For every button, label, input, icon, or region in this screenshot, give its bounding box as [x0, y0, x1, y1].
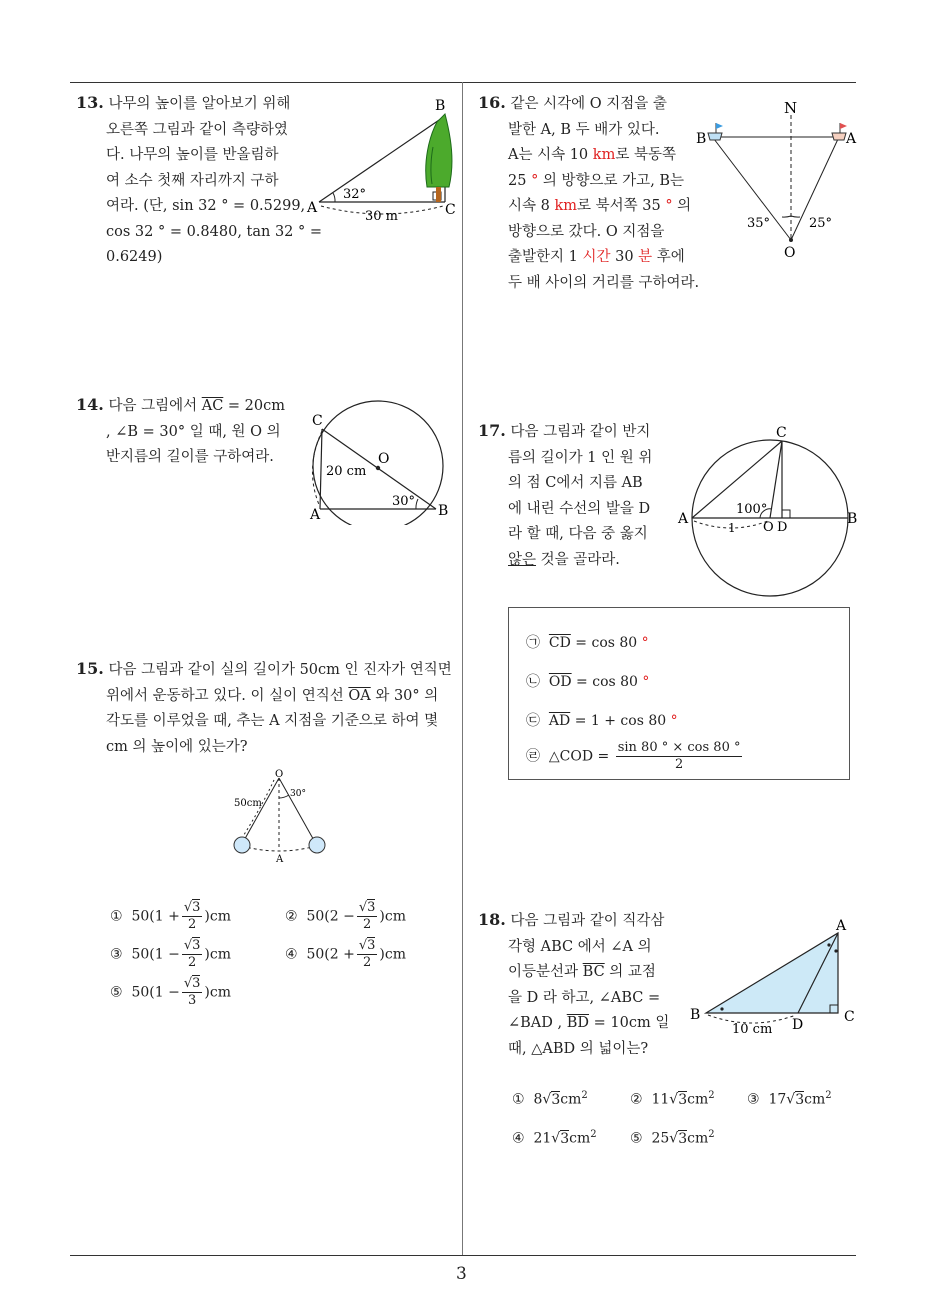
- option-mark: ⑤: [110, 984, 123, 1001]
- option-mark: ②: [285, 908, 298, 925]
- q14-text: 다음 그림에서: [108, 398, 202, 414]
- question-18: [478, 907, 688, 1062]
- q16-text: 의 방향으로 가고, B는: [538, 172, 685, 189]
- length-label: 10 cm: [732, 1022, 773, 1037]
- segment-AC: $\overline{AC}$: [201, 398, 224, 414]
- q17-text: 것을 골라라.: [536, 551, 620, 568]
- coefficient: 8: [533, 1091, 543, 1108]
- option-text: 50(2 +: [306, 946, 355, 963]
- q14-text: , ∠B = 30° 일 때, 원 O 의: [106, 423, 281, 440]
- pivot-O: O: [275, 769, 284, 780]
- question-number: 15.: [76, 659, 104, 678]
- choice-text: = cos 80: [571, 674, 643, 690]
- length-label: 20 cm: [326, 464, 367, 479]
- page-number: 3: [456, 1264, 467, 1284]
- pendulum-figure: [228, 766, 333, 866]
- denominator: 3: [187, 993, 197, 1008]
- unit-minute: 분: [638, 249, 653, 265]
- q16-text: 30: [610, 249, 639, 265]
- choice-text: = 1 + cos 80: [570, 713, 671, 729]
- fraction: $\frac{√3}{2}$: [183, 938, 201, 970]
- option-1[interactable]: ① $8√3cm^2$: [512, 1090, 588, 1108]
- bottom-rule: [70, 1255, 856, 1256]
- q15-text: 위에서 운동하고 있다. 이 실이 연직선: [106, 687, 349, 704]
- question-number: 16.: [478, 93, 506, 112]
- q17-text: 름의 길이가 1 인 원 위: [508, 449, 653, 466]
- option-text: )cm: [379, 908, 406, 925]
- vertex-B: B: [690, 1007, 701, 1023]
- top-rule: [70, 82, 856, 83]
- q13-line: 나무의 높이를 알아보기 위해: [108, 96, 291, 112]
- option-text: )cm: [204, 908, 231, 925]
- q13-line: 오른쪽 그림과 같이 측량하였: [106, 121, 288, 138]
- vertex-C: C: [844, 1009, 855, 1025]
- q18-text: 의 교점: [604, 964, 656, 980]
- vertex-C: C: [776, 425, 787, 441]
- option-text: 50(2 −: [306, 908, 355, 925]
- column-divider: [462, 82, 463, 1256]
- q16-text: 출발한지 1: [508, 249, 583, 265]
- question-number: 13.: [76, 93, 104, 112]
- q16-text: 로 북동쪽: [615, 147, 676, 163]
- q16-text: 발한 A, B 두 배가 있다.: [508, 121, 660, 138]
- unit: cm: [569, 1130, 591, 1147]
- q18-text: 을 D 라 하고, ∠ABC =: [508, 989, 661, 1006]
- segment-BC: $\overline{BC}$: [582, 964, 605, 980]
- segment: $\overline{CD}$: [548, 635, 571, 651]
- foot-D: D: [777, 520, 788, 535]
- vertex-A: A: [310, 507, 321, 523]
- option-3[interactable]: ③ $17√3cm^2$: [747, 1090, 832, 1108]
- degree-symbol: °: [531, 172, 539, 189]
- underlined-word: 않은: [508, 551, 537, 568]
- q16-text: 로 북서쪽 35: [577, 198, 666, 214]
- option-mark: ①: [512, 1091, 525, 1108]
- tree-triangle-figure: [305, 92, 465, 227]
- point-D: D: [792, 1017, 804, 1033]
- q16-text: 25: [508, 172, 532, 189]
- radicand: 3: [367, 938, 376, 953]
- question-16: [478, 90, 718, 296]
- vertex-C: C: [445, 202, 456, 218]
- radicand: 3: [192, 900, 201, 915]
- option-mark: ②: [630, 1091, 643, 1108]
- north-N: N: [784, 99, 798, 117]
- segment-BD: $\overline{BD}$: [566, 1015, 590, 1031]
- circle-figure-14: [300, 395, 460, 525]
- coefficient: 11: [651, 1091, 670, 1108]
- option-text: )cm: [204, 946, 231, 963]
- point-A: A: [276, 854, 284, 865]
- option-5[interactable]: ⑤ $25√3cm^2$: [630, 1129, 715, 1147]
- angle-label: 100°: [736, 502, 768, 517]
- fraction: $\frac{√3}{3}$: [183, 976, 201, 1008]
- coefficient: 25: [651, 1130, 670, 1147]
- question-number: 17.: [478, 421, 506, 440]
- vertex-A: A: [307, 200, 318, 216]
- center-O: O: [378, 451, 390, 467]
- radicand: 3: [678, 1130, 688, 1147]
- fraction: [616, 740, 743, 773]
- unit: cm: [560, 1091, 582, 1108]
- numerator: sin 80 ° × cos 80 °: [617, 740, 741, 755]
- radicand: 3: [678, 1091, 688, 1108]
- degree-symbol: °: [641, 635, 649, 651]
- denominator: 2: [674, 757, 684, 772]
- option-mark: ④: [285, 946, 298, 963]
- ships-figure: [692, 95, 864, 265]
- q15-text: 다음 그림과 같이 실의 길이가 50cm 인 진자가 연직면: [108, 662, 452, 678]
- vertex-C: C: [312, 413, 323, 429]
- option-text: )cm: [379, 946, 406, 963]
- angle-label: 30°: [290, 789, 306, 799]
- q16-text: 두 배 사이의 거리를 구하여라.: [508, 274, 700, 291]
- q13-line: 다. 나무의 높이를 반올림하: [106, 147, 279, 163]
- radicand: 3: [560, 1130, 570, 1147]
- choice-text: △COD =: [548, 748, 614, 765]
- option-text: 50(1 −: [131, 946, 180, 963]
- q16-text: 같은 시각에 O 지점을 출: [510, 96, 667, 112]
- option-2[interactable]: [285, 900, 406, 933]
- coefficient: 21: [533, 1130, 552, 1147]
- choice-text: = cos 80: [570, 635, 642, 651]
- option-3[interactable]: [110, 938, 231, 971]
- question-13: [76, 90, 323, 271]
- choice-mark: ㉡: [526, 674, 540, 690]
- denominator: 2: [187, 917, 197, 932]
- segment: $\overline{OD}$: [548, 674, 572, 690]
- denominator: 2: [362, 955, 372, 970]
- angle-left: 35°: [747, 216, 771, 231]
- vertex-A: A: [836, 918, 847, 934]
- option-4[interactable]: ④ $21√3cm^2$: [512, 1129, 597, 1147]
- unit: cm: [804, 1091, 826, 1108]
- q16-text: 시속 8: [508, 198, 555, 214]
- unit: cm: [687, 1130, 709, 1147]
- choice-mark: ㉣: [526, 748, 540, 765]
- choice-mark: ㉠: [526, 635, 540, 651]
- fraction: $\frac{√3}{2}$: [358, 900, 376, 932]
- option-text: )cm: [204, 984, 231, 1001]
- option-2[interactable]: ② $11√3cm^2$: [630, 1090, 715, 1108]
- origin-O: O: [784, 245, 796, 261]
- unit: cm: [687, 1091, 709, 1108]
- q18-text: 이등분선과: [508, 964, 583, 980]
- q17-text: 의 점 C에서 지름 AB: [508, 475, 643, 491]
- q14-text: = 20cm: [223, 398, 285, 414]
- angle-right: 25°: [809, 216, 833, 231]
- q18-text: ∠BAD ,: [508, 1015, 567, 1031]
- q16-text: 방향으로 갔다. O 지점을: [508, 223, 665, 240]
- option-mark: ⑤: [630, 1130, 643, 1147]
- exponent: 2: [590, 1129, 597, 1140]
- q13-line: cos 32 ° = 0.8480, tan 32 ° =: [106, 223, 323, 240]
- fraction: $\frac{√3}{2}$: [358, 938, 376, 970]
- ship-B: B: [696, 131, 707, 147]
- q16-text: 후에: [652, 249, 685, 265]
- option-mark: ④: [512, 1130, 525, 1147]
- q16-text: 의: [672, 198, 692, 214]
- fraction: $\frac{√3}{2}$: [183, 900, 201, 932]
- q15-text: 와 30° 의: [370, 687, 439, 704]
- exponent: 2: [708, 1129, 715, 1140]
- vertex-B: B: [435, 98, 446, 114]
- choice-mark: ㉢: [526, 713, 540, 729]
- segment: $\overline{AD}$: [548, 713, 571, 729]
- option-4[interactable]: [285, 938, 406, 971]
- circle-figure-17: [676, 425, 861, 600]
- exponent: 2: [708, 1090, 715, 1101]
- q15-text: cm 의 높이에 있는가?: [106, 738, 248, 755]
- question-number: 14.: [76, 395, 104, 414]
- angle-label: 32°: [343, 187, 367, 202]
- distance-label: 30 m: [365, 209, 399, 224]
- q15-text: 각도를 이루었을 때, 추는 A 지점을 기준으로 하여 몇: [106, 713, 439, 729]
- option-text: 50(1 −: [131, 984, 180, 1001]
- exponent: 2: [581, 1090, 588, 1101]
- question-14: [76, 392, 296, 471]
- q14-text: 반지름의 길이를 구하여라.: [106, 449, 274, 465]
- option-mark: ①: [110, 908, 123, 925]
- radicand: 3: [192, 938, 201, 953]
- center-O: O: [763, 520, 774, 535]
- vertex-B: B: [847, 511, 858, 527]
- question-17: [478, 418, 678, 573]
- degree-symbol: °: [642, 674, 650, 690]
- q18-text: = 10cm 일: [589, 1015, 670, 1031]
- radicand: 3: [367, 900, 376, 915]
- q13-line: 여라. (단, sin 32 ° = 0.5299,: [106, 198, 306, 214]
- choice-4[interactable]: [526, 740, 744, 773]
- length-label: 50cm: [234, 798, 262, 809]
- denominator: 2: [187, 955, 197, 970]
- q17-text: 다음 그림과 같이 반지: [510, 424, 651, 440]
- question-15: [76, 656, 461, 760]
- vertex-B: B: [438, 503, 449, 519]
- coefficient: 17: [768, 1091, 787, 1108]
- angle-label: 30°: [392, 494, 416, 509]
- radicand: 3: [795, 1091, 805, 1108]
- choice-1[interactable]: [526, 632, 649, 652]
- unit-hour: 시간: [582, 249, 611, 265]
- option-mark: ③: [747, 1091, 760, 1108]
- option-mark: ③: [110, 946, 123, 963]
- question-number: 18.: [478, 910, 506, 929]
- radius-label: 1: [728, 521, 736, 535]
- q18-text: 다음 그림과 같이 직각삼: [510, 913, 665, 929]
- vertex-A: A: [678, 511, 689, 527]
- unit-km: km: [592, 147, 616, 163]
- q13-line: 여 소수 첫째 자리까지 구하: [106, 172, 279, 189]
- radicand: 3: [192, 976, 201, 991]
- q17-text: 라 할 때, 다음 중 옳지: [508, 526, 648, 542]
- degree-symbol: °: [665, 198, 673, 214]
- segment-OA: $\overline{OA}$: [348, 687, 371, 704]
- degree-symbol: °: [670, 713, 678, 729]
- option-text: 50(1 +: [131, 908, 180, 925]
- q17-text: 에 내린 수선의 발을 D: [508, 500, 651, 517]
- choice-2[interactable]: [526, 671, 649, 691]
- ship-A: A: [846, 131, 857, 147]
- choice-3[interactable]: [526, 710, 678, 730]
- q13-line: 0.6249): [106, 249, 163, 265]
- q18-text: 때, △ABD 의 넓이는?: [508, 1040, 649, 1057]
- denominator: 2: [362, 917, 372, 932]
- q16-text: A는 시속 10: [508, 147, 593, 163]
- option-1[interactable]: [110, 900, 231, 933]
- unit-km: km: [554, 198, 578, 214]
- option-5[interactable]: [110, 976, 231, 1009]
- q18-text: 각형 ABC 에서 ∠A 의: [508, 938, 652, 955]
- exponent: 2: [825, 1090, 832, 1101]
- radicand: 3: [551, 1091, 561, 1108]
- right-triangle-figure: [688, 915, 858, 1040]
